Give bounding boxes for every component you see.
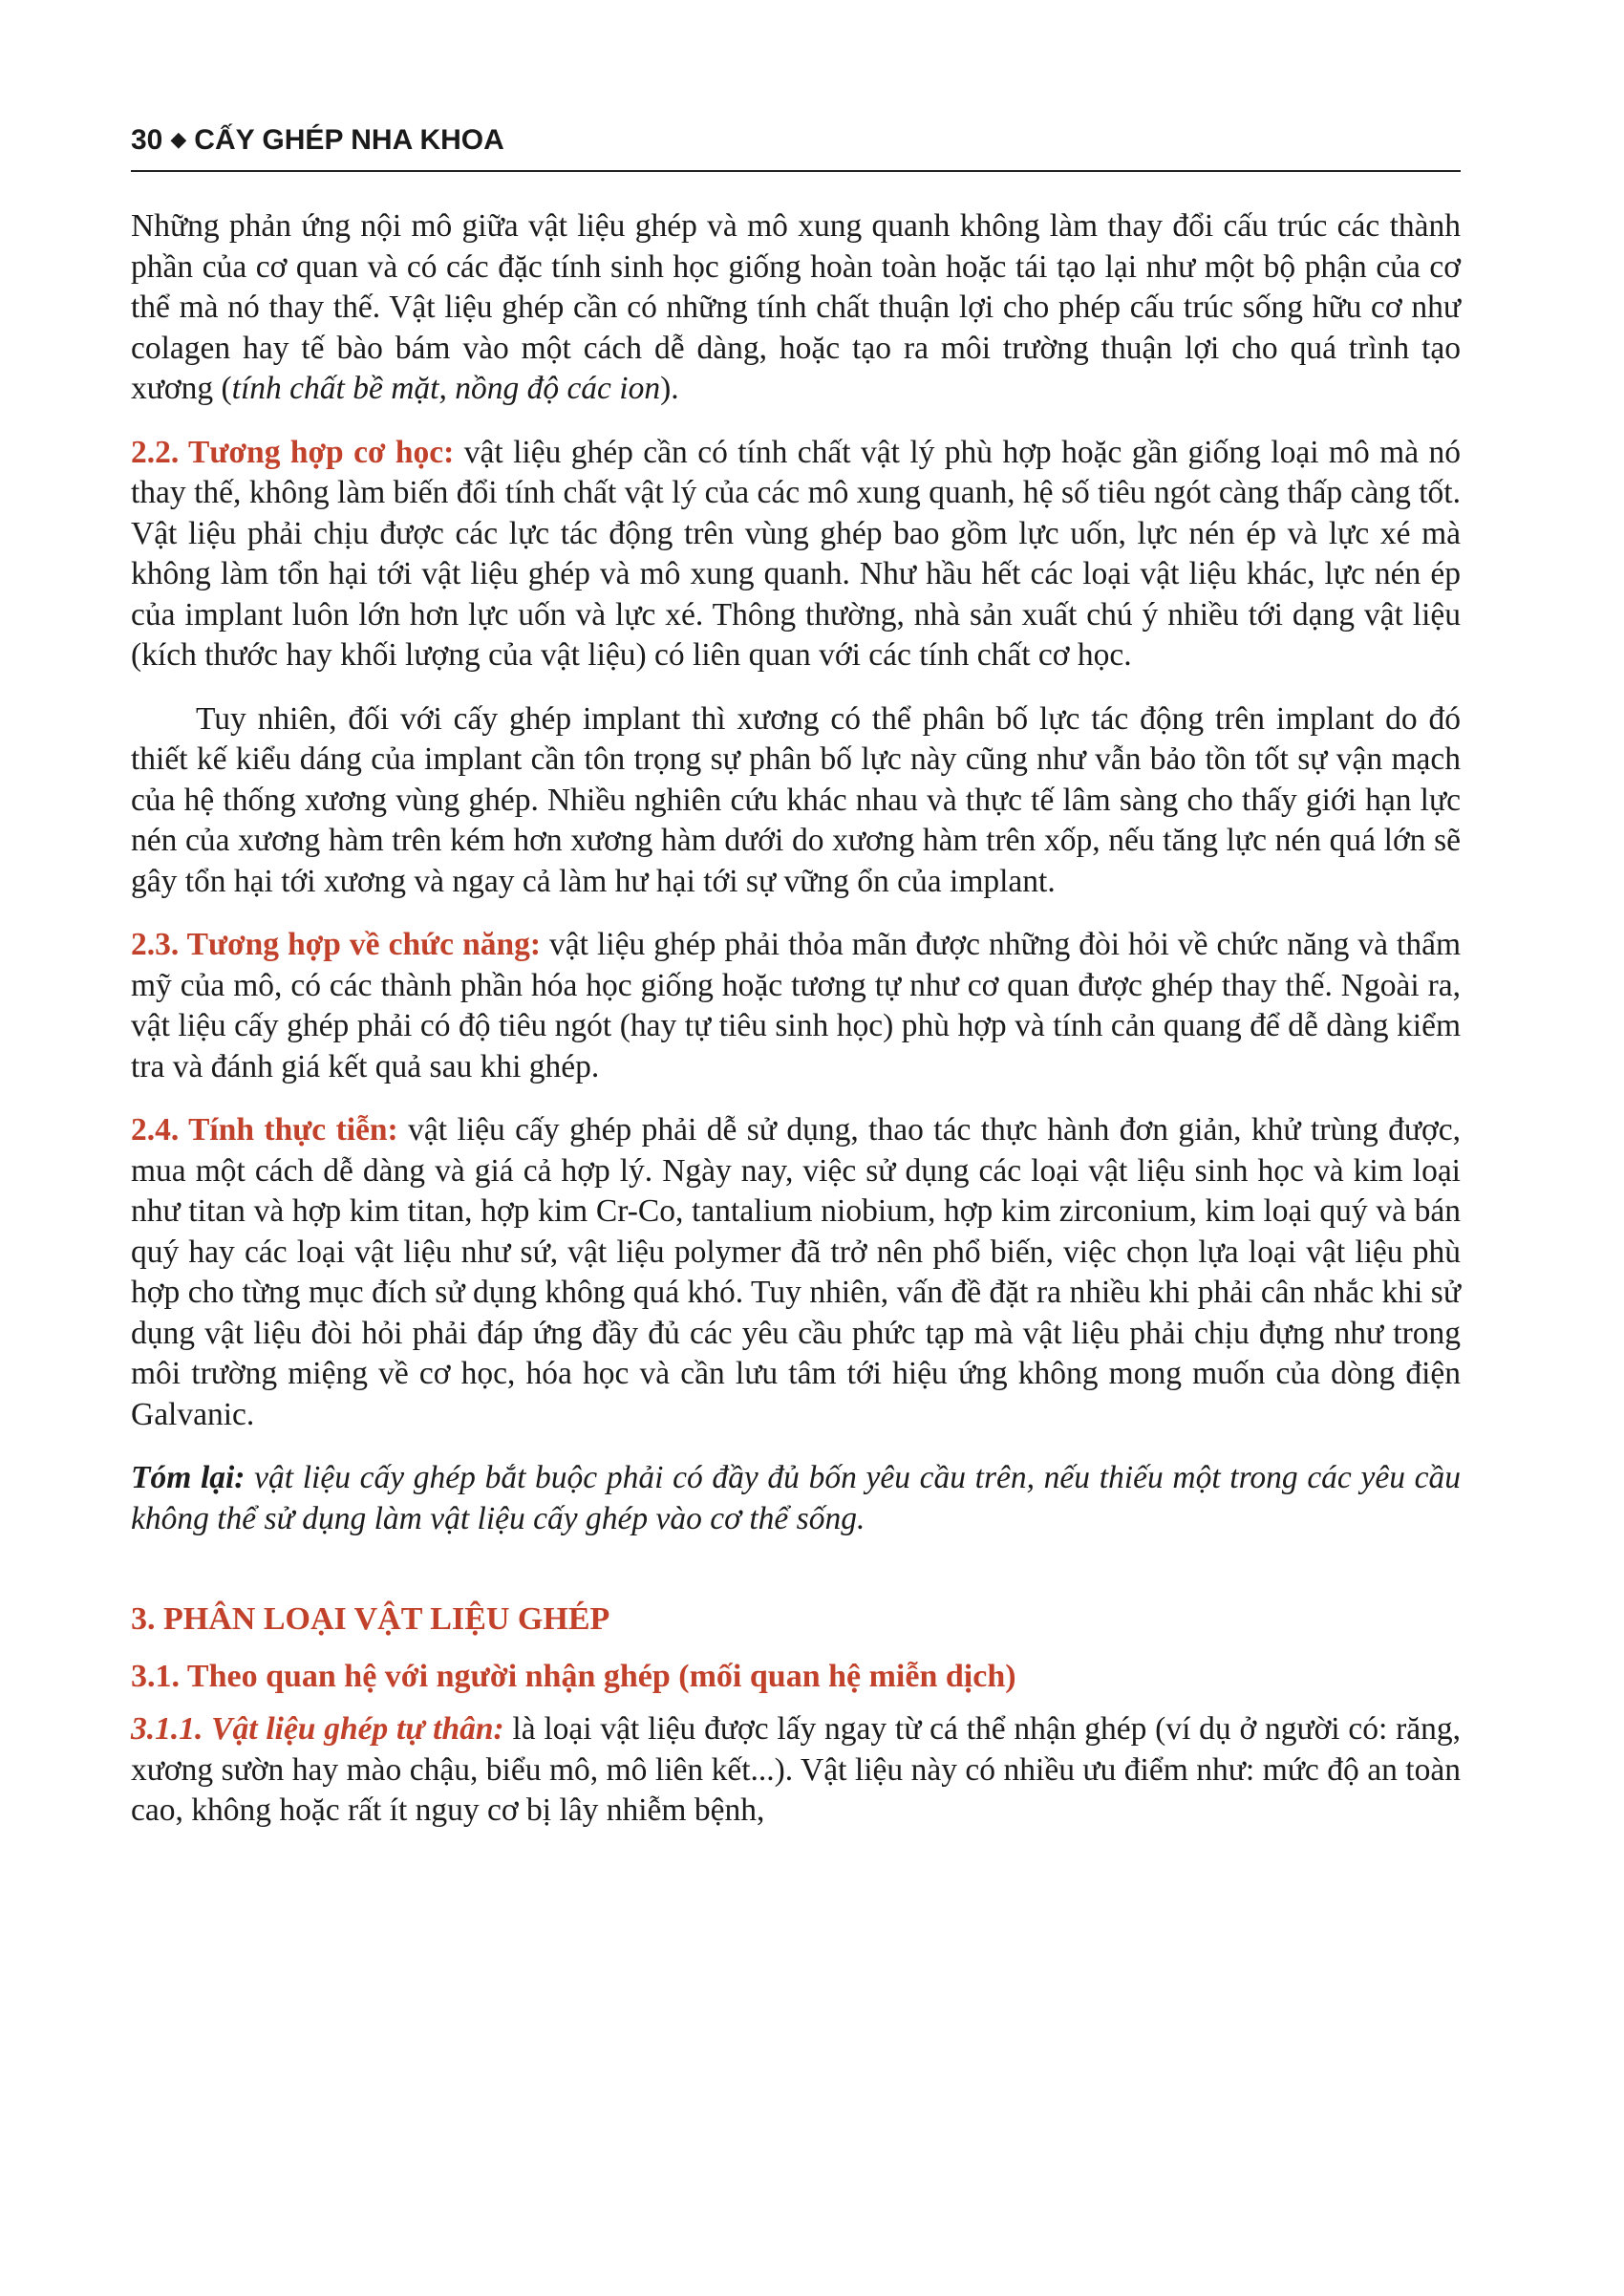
book-title: CẤY GHÉP NHA KHOA xyxy=(194,124,504,156)
section-2-2-text: vật liệu ghép cần có tính chất vật lý phù hợp hoặc gần giống loại mô mà nó thay thế, không làm biến đổi tính chất vật lý của các mô xung quanh, hệ số tiêu ngót càng thấp càng tốt. Vật liệu phải chịu được các lực tác động trên vùng ghép bao gồm lực uốn, lực nén ép và lực xé mà không làm tổn hại tới vật liệu ghép và mô xung quanh. Như hầu hết các loại vật liệu khác, lực nén ép của implant luôn lớn hơn lực uốn và lực xé. Thông thường, nhà sản xuất chú ý nhiều tới dạng vật liệu (kích thước hay khối lượng của vật liệu) có liên quan với các tính chất cơ học. xyxy=(131,434,1461,673)
section-2-2-continued-paragraph: Tuy nhiên, đối với cấy ghép implant thì xương có thể phân bố lực tác động trên implant do đó thiết kế kiểu dáng của implant cần tôn trọng sự phân bố lực này cũng như vẫn bảo tồn tốt sự vận mạch của hệ thống xương vùng ghép. Nhiều nghiên cứu khác nhau và thực tế lâm sàng cho thấy giới hạn lực nén của xương hàm trên kém hơn xương hàm dưới do xương hàm trên xốp, nếu tăng lực nén quá lớn sẽ gây tổn hại tới xương và ngay cả làm hư hại tới sự vững ổn của implant. xyxy=(131,700,1461,899)
intro-text: Những phản ứng nội mô giữa vật liệu ghép và mô xung quanh không làm thay đổi cấu trúc các thành phần của cơ quan và có các đặc tính sinh học giống hoàn toàn hoặc tái tạo lại như một bộ phận của cơ thể mà nó thay thế. Vật liệu ghép cần có những tính chất thuận lợi cho phép cấu trúc sống hữu cơ như colagen hay tế bào bám vào một cách dễ dàng, hoặc tạo ra môi trường thuận lợi cho quá trình tạo xương ( xyxy=(131,208,1461,406)
diamond-bullet-icon: ◆ xyxy=(170,127,187,151)
summary-text: vật liệu cấy ghép bắt buộc phải có đầy đủ bốn yêu cầu trên, nếu thiếu một trong các yêu cầu không thể sử dụng làm vật liệu cấy ghép vào cơ thể sống. xyxy=(131,1460,1461,1536)
section-3-1-1-label: 3.1.1. Vật liệu ghép tự thân: xyxy=(131,1711,504,1747)
section-2-3-text: vật liệu ghép phải thỏa mãn được những đòi hỏi về chức năng và thẩm mỹ của mô, có các thành phần hóa học giống hoặc tương tự như cơ quan được ghép thay thế. Ngoài ra, vật liệu cấy ghép phải có độ tiêu ngót (hay tự tiêu sinh học) phù hợp và tính cản quang để dễ dàng kiểm tra và đánh giá kết quả sau khi ghép. xyxy=(131,927,1462,1084)
intro-italic-text: tính chất bề mặt, nồng độ các ion xyxy=(231,371,661,406)
running-header xyxy=(131,124,1461,172)
section-2-2-label: 2.2. Tương hợp cơ học: xyxy=(131,434,455,470)
section-2-2-paragraph xyxy=(131,433,1461,676)
summary-paragraph xyxy=(131,1458,1461,1539)
section-2-4-text: vật liệu cấy ghép phải dễ sử dụng, thao tác thực hành đơn giản, khử trùng được, mua một cách dễ dàng và giá cả hợp lý. Ngày nay, việc sử dụng các loại vật liệu sinh học và kim loại như titan và hợp kim titan, hợp kim Cr-Co, tantalium niobium, hợp kim zirconium, kim loại quý và bán quý hay các loại vật liệu như sứ, vật liệu polymer đã trở nên phổ biến, việc chọn lựa loại vật liệu phù hợp cho từng mục đích sử dụng không quá khó. Tuy nhiên, vấn đề đặt ra nhiều khi phải cân nhắc khi sử dụng vật liệu đòi hỏi phải đáp ứng đầy đủ các yêu cầu phức tạp mà vật liệu phải chịu đựng như trong môi trường miệng về cơ học, hóa học và cần lưu tâm tới hiệu ứng không mong muốn của dòng điện Galvanic. xyxy=(131,1112,1461,1432)
section-2-4-paragraph xyxy=(131,1110,1461,1435)
section-2-3-label: 2.3. Tương hợp về chức năng: xyxy=(131,927,541,962)
section-2-4-label: 2.4. Tính thực tiễn: xyxy=(131,1112,398,1148)
section-3-heading: 3. PHÂN LOẠI VẬT LIỆU GHÉP xyxy=(131,1601,610,1637)
section-3-1-heading: 3.1. Theo quan hệ với người nhận ghép (mối quan hệ miễn dịch) xyxy=(131,1659,1016,1694)
summary-label: Tóm lại: xyxy=(131,1460,246,1495)
page-number: 30 xyxy=(131,124,163,156)
book-page xyxy=(131,124,1461,1832)
intro-paragraph xyxy=(131,206,1461,410)
section-3-1-1-paragraph xyxy=(131,1709,1461,1832)
section-3-1-1-text: là loại vật liệu được lấy ngay từ cá thể nhận ghép (ví dụ ở người có: răng, xương sườn hay mào chậu, biểu mô, mô liên kết...). Vật liệu này có nhiều ưu điểm như: mức độ an toàn cao, không hoặc rất ít nguy cơ bị lây nhiễm bệnh, xyxy=(131,1711,1461,1828)
section-2-3-paragraph xyxy=(131,925,1461,1087)
intro-end: ). xyxy=(660,371,679,406)
